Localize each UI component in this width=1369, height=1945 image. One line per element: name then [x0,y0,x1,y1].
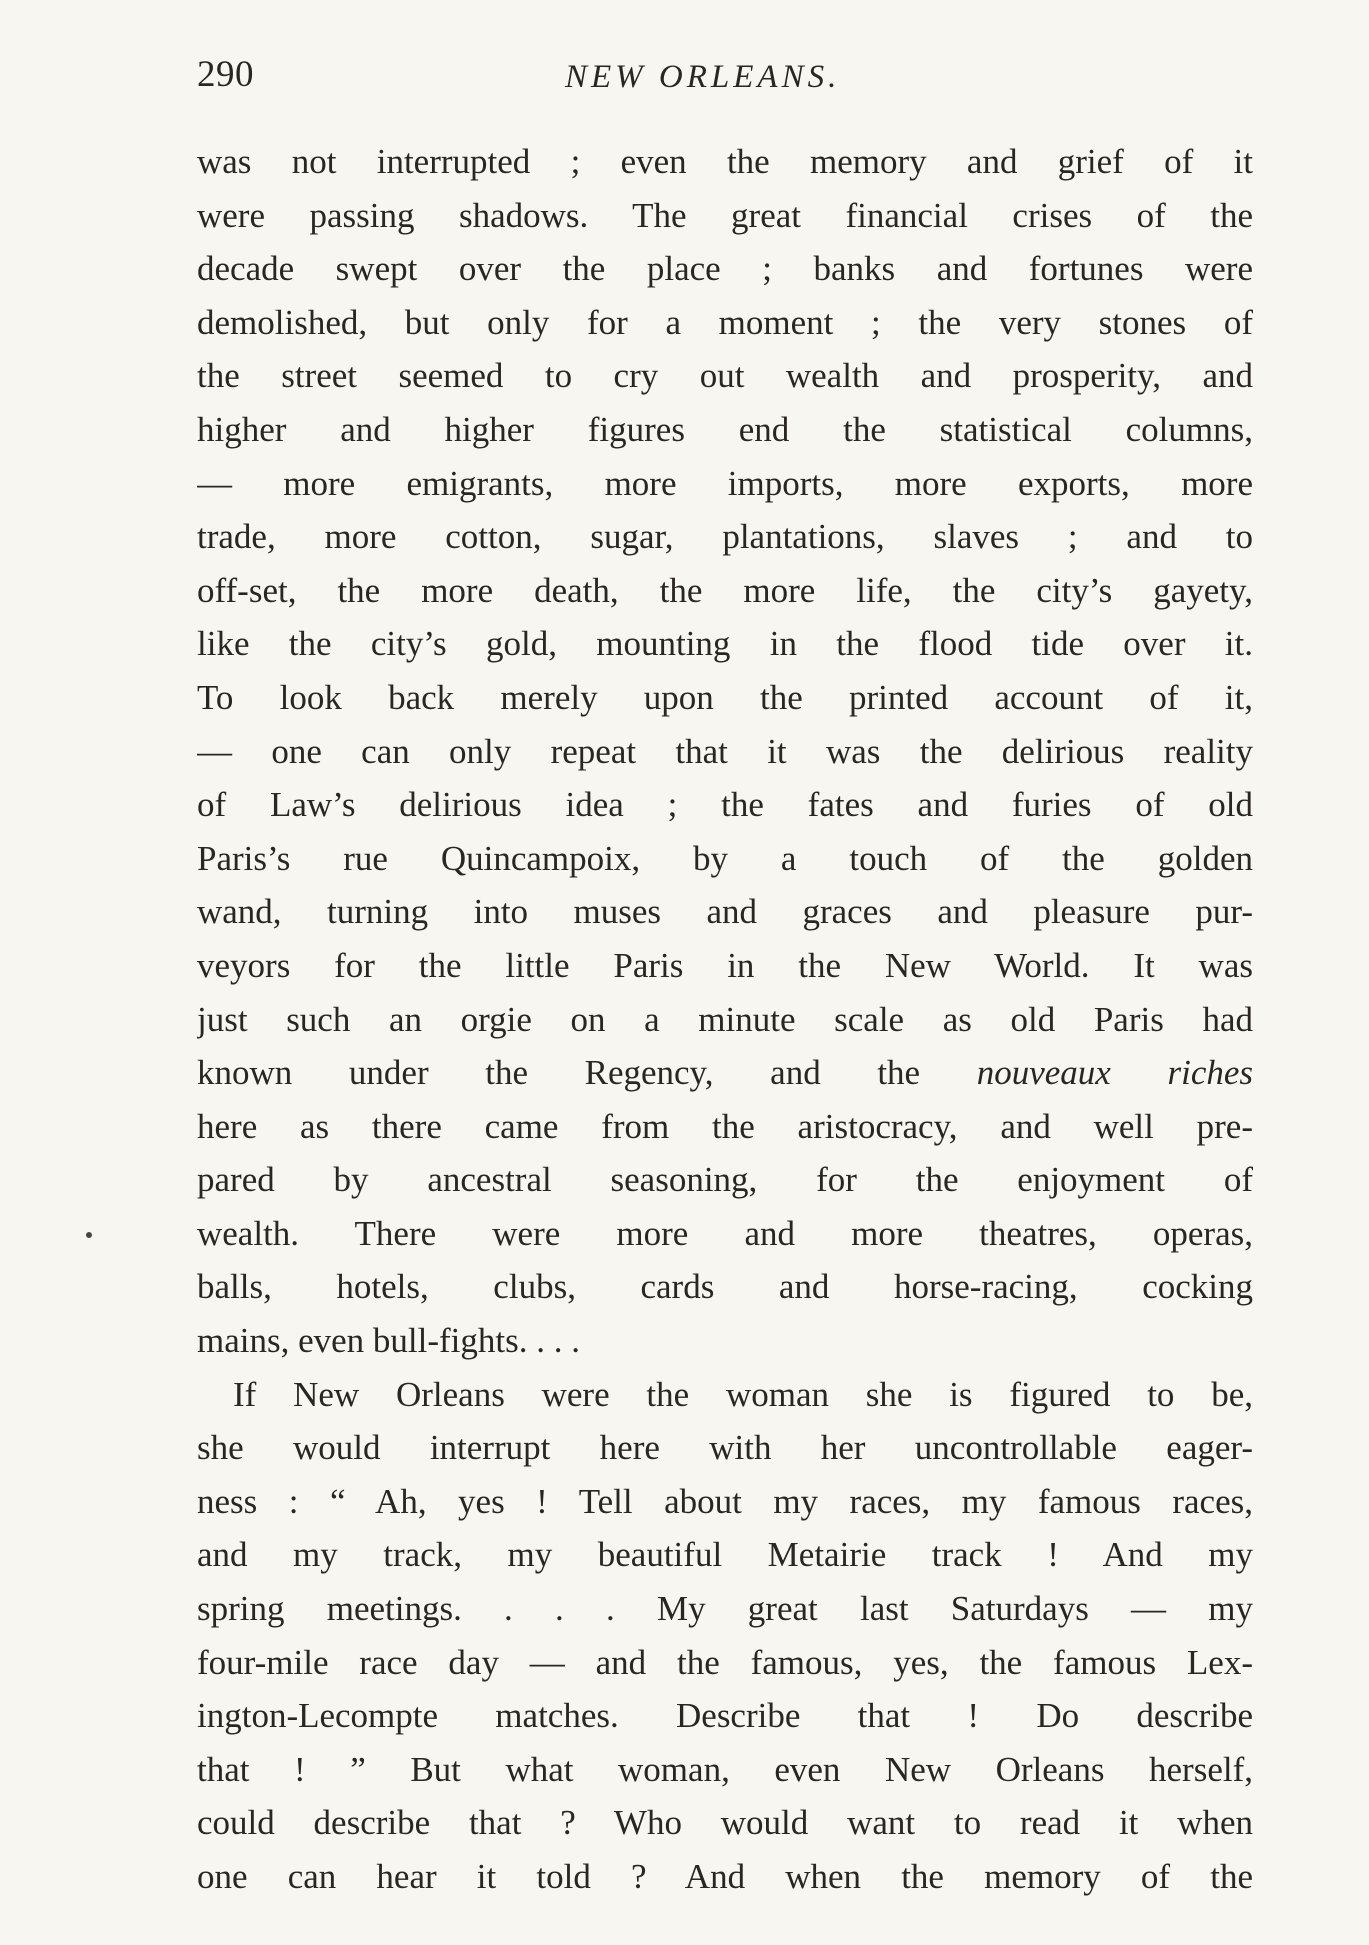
text-line: she would interrupt here with her uncontrollable eager- [197,1428,1253,1468]
text-line: — one can only repeat that it was the delirious reality [197,731,1253,771]
text-line: here as there came from the aristocracy, and well pre- [197,1106,1253,1146]
text-line: spring meetings. . . . My great last Saturdays — my [197,1589,1253,1629]
body-text [197,135,1253,1904]
text-line: just such an orgie on a minute scale as old Paris had [197,999,1253,1039]
text-line: mains, even bull-fights. . . . [197,1321,581,1361]
text-line: If New Orleans were the woman she is figured to be, [233,1374,1253,1414]
text-line: of Law’s delirious idea ; the fates and furies of old [197,785,1253,825]
text-segment: known under the Regency, and the [197,1053,977,1093]
text-line: trade, more cotton, sugar, plantations, slaves ; and to [197,517,1253,557]
text-line: pared by ancestral seasoning, for the enjoyment of [197,1160,1253,1200]
paragraph-2 [197,1368,1253,1904]
text-line: — more emigrants, more imports, more exports, more [197,463,1253,503]
text-line-with-italic [197,1046,1253,1100]
text-line: one can hear it told ? And when the memory of the [197,1857,1253,1896]
text-line: ington-Lecompte matches. Describe that ! Do describe [197,1696,1253,1736]
text-line: ness : “ Ah, yes ! Tell about my races, my famous races, [197,1481,1253,1521]
text-line: was not interrupted ; even the memory and grief of it [197,142,1253,181]
text-line: the street seemed to cry out wealth and prosperity, and [197,356,1253,396]
text-line: Paris’s rue Quincampoix, by a touch of the golden [197,838,1253,878]
stray-ink-dot [86,1232,92,1238]
text-line: demolished, but only for a moment ; the very stones of [197,302,1253,342]
running-head [197,52,1253,98]
text-line: like the city’s gold, mounting in the flood tide over it. [197,624,1253,664]
text-line: higher and higher figures end the statistical columns, [197,409,1253,449]
text-line: decade swept over the place ; banks and fortunes were [197,249,1253,289]
text-line: veyors for the little Paris in the New World. It was [197,945,1253,985]
text-line: off-set, the more death, the more life, the city’s gayety, [197,570,1253,610]
italic-phrase: nouveaux riches [976,1053,1253,1093]
text-line: four-mile race day — and the famous, yes, the famous Lex- [197,1642,1253,1682]
text-line: wand, turning into muses and graces and pleasure pur- [197,892,1253,932]
page-number: 290 [197,54,254,95]
text-line: and my track, my beautiful Metairie track ! And my [197,1535,1253,1575]
text-line: wealth. There were more and more theatres, operas, [197,1213,1253,1253]
text-line: that ! ” But what woman, even New Orleans herself, [197,1749,1253,1789]
text-line: were passing shadows. The great financial crises of the [197,195,1253,235]
text-line: balls, hotels, clubs, cards and horse-racing, cocking [197,1267,1253,1307]
running-title: NEW ORLEANS. [565,59,841,95]
text-line: To look back merely upon the printed account of it, [197,677,1253,717]
text-line: could describe that ? Who would want to read it when [197,1803,1253,1843]
paragraph-1 [197,135,1253,1368]
